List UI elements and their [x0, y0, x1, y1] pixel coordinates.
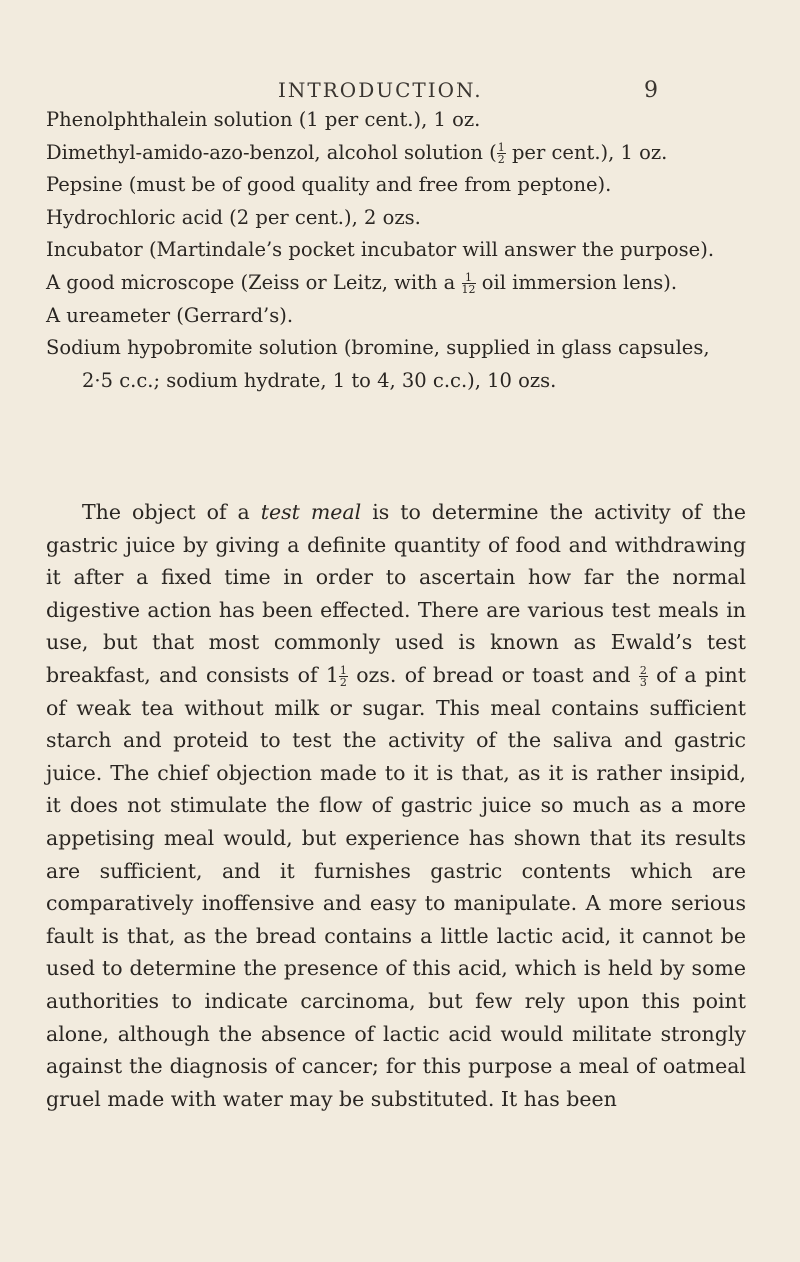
- paragraph-text: ozs. of bread or toast and: [347, 662, 639, 687]
- list-item-text: Phenolphthalein solution (1 per cent.), 1 oz.: [46, 108, 481, 131]
- paragraph-text: The object of a: [82, 500, 261, 524]
- fraction: [497, 142, 506, 165]
- fraction-numerator: 1: [497, 140, 505, 154]
- fraction-denominator: 3: [639, 675, 647, 689]
- list-item: [46, 104, 746, 137]
- fraction-denominator: 12: [461, 282, 476, 296]
- italic-term: test meal: [260, 500, 362, 524]
- body-paragraph: [46, 496, 746, 1115]
- fraction: [339, 665, 348, 688]
- list-item-text: A good microscope (Zeiss or Leitz, with a: [46, 270, 462, 294]
- list-item-text: Pepsine (must be of good quality and free from peptone).: [46, 173, 612, 197]
- list-item-text: Hydrochloric acid (2 per cent.), 2 ozs.: [46, 205, 421, 229]
- list-item-text: Incubator (Martindale’s pocket incubator will answer the purpose).: [46, 238, 715, 262]
- fraction-numerator: 1: [462, 272, 476, 284]
- fraction-denominator: 2: [339, 675, 347, 689]
- fraction: [462, 272, 476, 295]
- list-item: [46, 234, 746, 267]
- running-head: INTRODUCTION.: [278, 78, 483, 102]
- list-item-text: oil immersion lens).: [475, 270, 678, 294]
- fraction-numerator: 2: [639, 663, 647, 677]
- page-number: 9: [644, 78, 658, 103]
- list-item: [46, 300, 746, 333]
- list-item: [46, 137, 746, 170]
- paragraph-text: is to determine the activity of the gastric juice by giving a definite quantity of food and withdrawing it after a fixed time in order to ascertain how far the normal digestive action has been effected. There are various test meals in use, but that most commonly used is known as Ewald’s test breakfast, and consists of 1: [46, 500, 747, 687]
- list-item-text: Sodium hypobromite solution (bromine, supplied in glass capsules, 2·5 c.c.; sodium hydrate, 1 to 4, 30 c.c.), 10 ozs.: [46, 336, 710, 392]
- list-item: [46, 267, 746, 300]
- materials-list: [46, 104, 746, 397]
- paragraph-text: of a pint of weak tea without milk or sugar. This meal contains sufficient starch and proteid to test the activity of the saliva and gastric juice. The chief objection made to it is that, as it is rather insipid, it does not stimulate the flow of gastric juice so much as a more appetising meal would, but experience has shown that its results are sufficient, and it furnishes gastric contents which are comparatively inoffensive and easy to manipulate. A more serious fault is that, as the bread contains a little lactic acid, it cannot be used to determine the presence of this acid, which is held by some authorities to indicate carcinoma, but few rely upon this point alone, although the absence of lactic acid would militate strongly against the diagnosis of cancer; for this purpose a meal of oatmeal gruel made with water may be substituted. It has been: [46, 662, 747, 1111]
- list-item-text: per cent.), 1 oz.: [505, 140, 668, 164]
- list-item: [46, 332, 746, 397]
- fraction-denominator: 2: [497, 152, 505, 166]
- fraction-numerator: 1: [339, 663, 347, 677]
- list-item: [46, 169, 746, 202]
- fraction: [639, 665, 648, 688]
- list-item: [46, 202, 746, 235]
- list-item-text: Dimethyl-amido-azo-benzol, alcohol solution (: [46, 140, 497, 164]
- list-item-text: A ureameter (Gerrard’s).: [46, 303, 294, 327]
